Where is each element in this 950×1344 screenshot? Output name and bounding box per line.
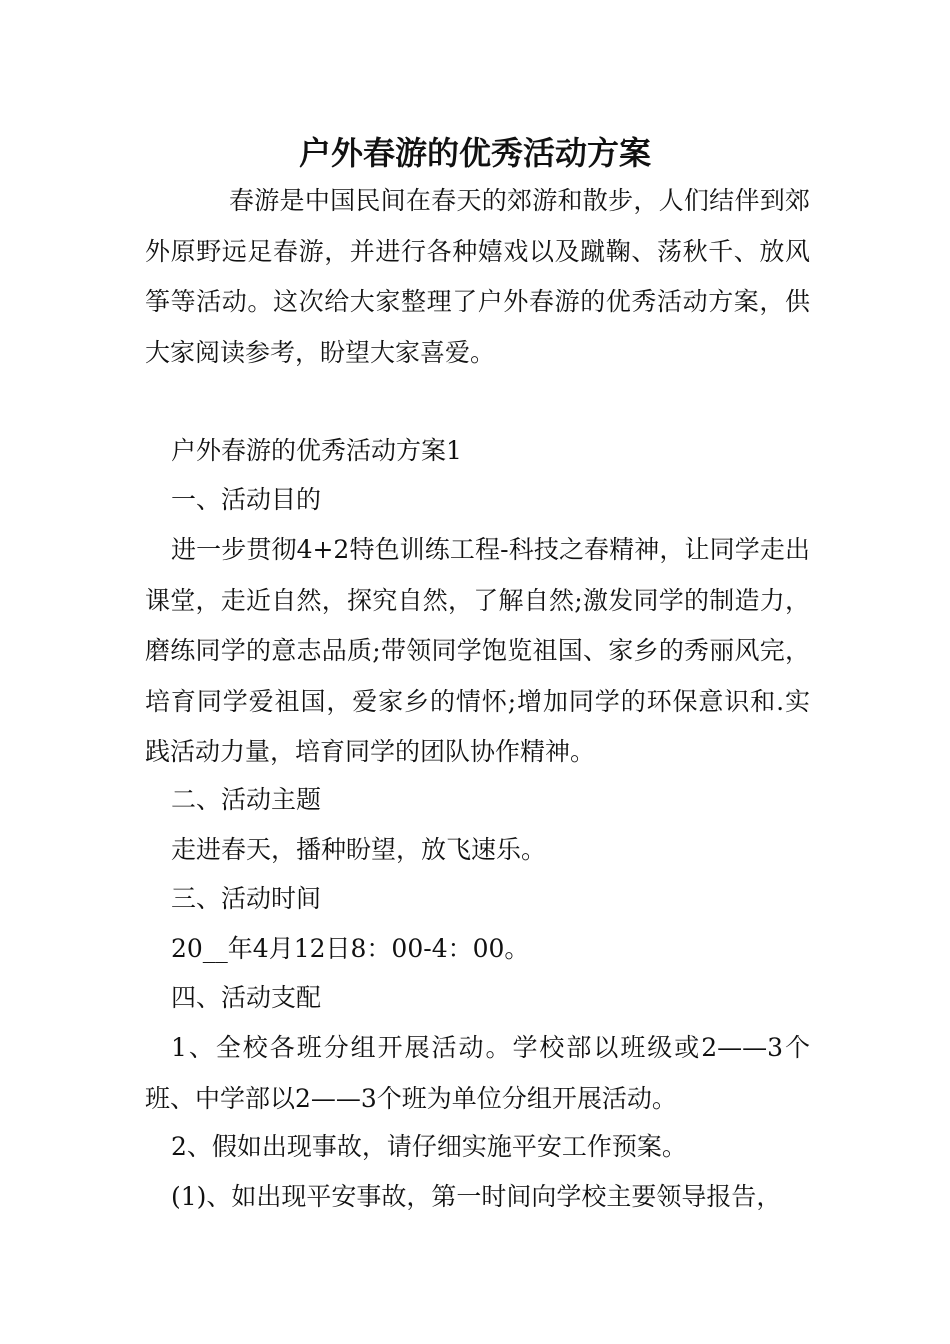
intro-paragraph: 春游是中国民间在春天的郊游和散步，人们结伴到郊外原野远足春游，并进行各种嬉戏以及蹴鞠、荡秋千、放风筝等活动。这次给大家整理了户外春游的优秀活动方案，供大家阅读参考，盼望大家喜爱。: [145, 186, 810, 367]
purpose-paragraph: 进一步贯彻4+2特色训练工程-科技之春精神，让同学走出课堂，走近自然，探究自然，了解自然;激发同学的制造力，磨练同学的意志品质;带领同学饱览祖国、家乡的秀丽风完，培育同学爱祖国，爱家乡的情怀;增加同学的环保意识和.实践活动力量，培育同学的团队协作精神。: [145, 535, 810, 766]
section-title: 户外春游的优秀活动方案1: [171, 436, 462, 465]
heading-purpose: 一、活动目的: [171, 485, 322, 514]
arrangement-item-2: 2、假如出现事故，请仔细实施平安工作预案。: [171, 1132, 687, 1161]
heading-theme: 二、活动主题: [171, 785, 322, 814]
heading-arrangement: 四、活动支配: [171, 983, 322, 1012]
time-paragraph: 20__年4月12日8：00-4：00。: [171, 934, 530, 963]
arrangement-item-1: 1、全校各班分组开展活动。学校部以班级或2——3个班、中学部以2——3个班为单位分组开展活动。: [145, 1033, 810, 1113]
heading-time: 三、活动时间: [171, 884, 322, 913]
document-title: 户外春游的优秀活动方案: [298, 134, 651, 172]
arrangement-item-2-sub-1: (1)、如出现平安事故，第一时间向学校主要领导报告，: [171, 1182, 782, 1211]
theme-paragraph: 走进春天，播种盼望，放飞速乐。: [171, 835, 547, 864]
